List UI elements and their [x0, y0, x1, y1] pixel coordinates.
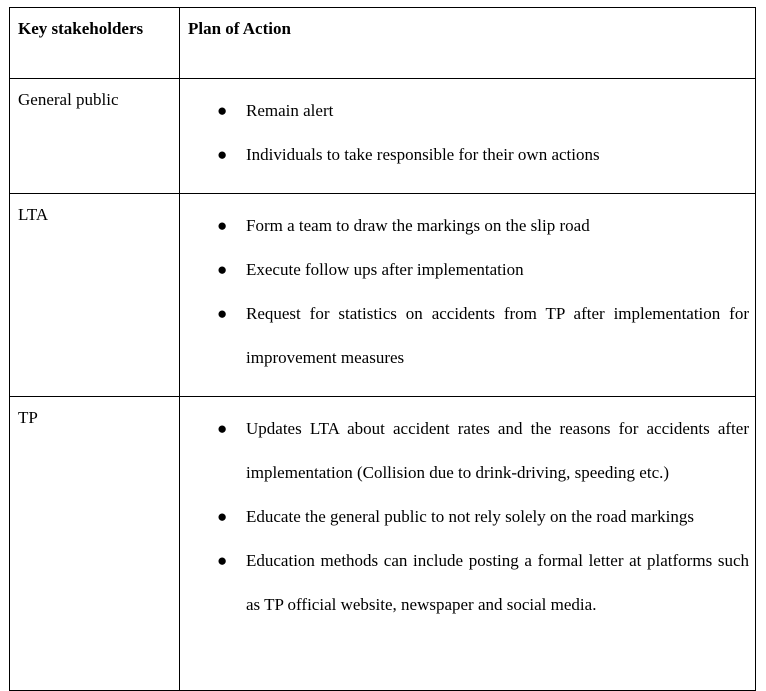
- table-row-general-public: [10, 79, 756, 194]
- plan-cell: [180, 194, 756, 397]
- bullet-icon: ●: [217, 260, 228, 279]
- action-item: [217, 204, 749, 248]
- action-item: [217, 407, 749, 495]
- action-item: [217, 539, 749, 627]
- bullet-icon: ●: [217, 304, 228, 323]
- action-item: [217, 248, 749, 292]
- header-key-stakeholders: Key stakeholders: [10, 8, 180, 79]
- action-list: [217, 407, 749, 627]
- plan-cell: [180, 79, 756, 194]
- action-text: Remain alert: [246, 101, 334, 120]
- action-item: [217, 292, 749, 380]
- bullet-icon: ●: [217, 507, 228, 526]
- table-row-lta: [10, 194, 756, 397]
- bullet-icon: ●: [217, 216, 228, 235]
- action-text: Form a team to draw the markings on the slip road: [246, 216, 590, 235]
- stakeholder-action-table: [9, 7, 756, 691]
- bullet-icon: ●: [217, 419, 228, 438]
- bullet-icon: ●: [217, 101, 228, 120]
- header-plan-of-action: Plan of Action: [180, 8, 756, 79]
- stakeholder-cell: LTA: [10, 194, 180, 397]
- stakeholder-cell: TP: [10, 397, 180, 691]
- action-text: Execute follow ups after implementation: [246, 260, 524, 279]
- plan-cell: [180, 397, 756, 691]
- action-list: [217, 204, 749, 380]
- action-item: [217, 495, 749, 539]
- action-text: Educate the general public to not rely solely on the road markings: [246, 507, 695, 526]
- table-row-tp: [10, 397, 756, 691]
- action-text: Individuals to take responsible for their own actions: [246, 145, 600, 164]
- action-item: [217, 89, 749, 133]
- bullet-icon: ●: [217, 551, 228, 570]
- stakeholder-cell: General public: [10, 79, 180, 194]
- bullet-icon: ●: [217, 145, 228, 164]
- action-list: [217, 89, 749, 177]
- action-text: Request for statistics on accidents from TP after implementation for improvement measures: [246, 304, 749, 367]
- action-text: Updates LTA about accident rates and the reasons for accidents after implementation (Collision due to drink-driving, speeding etc.): [246, 419, 749, 482]
- action-text: Education methods can include posting a formal letter at platforms such as TP official website, newspaper and social media.: [246, 551, 749, 614]
- table-header-row: [10, 8, 756, 79]
- action-item: [217, 133, 749, 177]
